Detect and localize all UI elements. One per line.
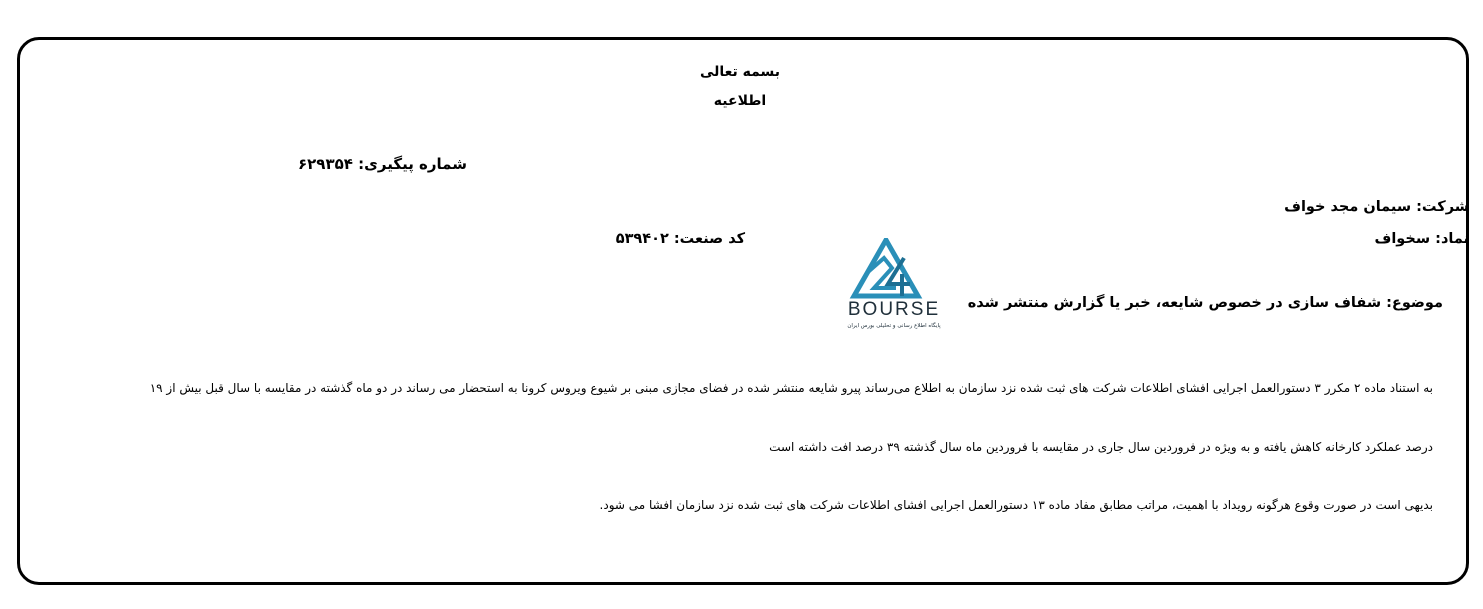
logo-tagline-text: پایگاه اطلاع رسانی و تحلیلی بورس ایران [847,323,941,329]
bourse-logo-icon [838,238,950,332]
company-symbol: نماد: سخواف [1374,231,1469,247]
industry-code: کد صنعت: ۵۳۹۴۰۲ [615,231,745,247]
header-bismillah: بسمه تعالی [699,64,781,80]
logo-brand-text: BOURSE [847,299,941,320]
logo-mark [854,240,918,296]
company-name: شرکت: سیمان مجد خواف [1284,199,1469,215]
header-announcement: اطلاعیه [713,93,767,109]
subject-line: موضوع: شفاف سازی در خصوص شایعه، خبر یا گزارش منتشر شده [967,295,1443,311]
tracking-number: شماره پیگیری: ۶۲۹۳۵۴ [298,155,467,173]
body-paragraph-3: بدیهی است در صورت وقوع هرگونه رویداد با اهمیت، مراتب مطابق مفاد ماده ۱۳ دستورالعمل اجرایی افشای اطلاعات شرکت های ثبت شده نزد سازمان افشا می شود. [599,498,1433,512]
body-paragraph-2: درصد عملکرد کارخانه کاهش یافته و به ویژه در فروردین سال جاری در مقایسه با فروردین ماه سال گذشته ۳۹ درصد افت داشته است [769,440,1433,454]
bourse-logo [838,238,950,332]
body-paragraph-1: به استناد ماده ۲ مکرر ۳ دستورالعمل اجرایی افشای اطلاعات شرکت های ثبت شده نزد سازمان به اطلاع می‌رساند پیرو شایعه منتشر شده در فضای مجازی مبنی بر شیوع ویروس کرونا به استحضار می رساند در دو ماه گذشته در مقایسه با سال قبل بیش از ۱۹ [149,381,1433,395]
